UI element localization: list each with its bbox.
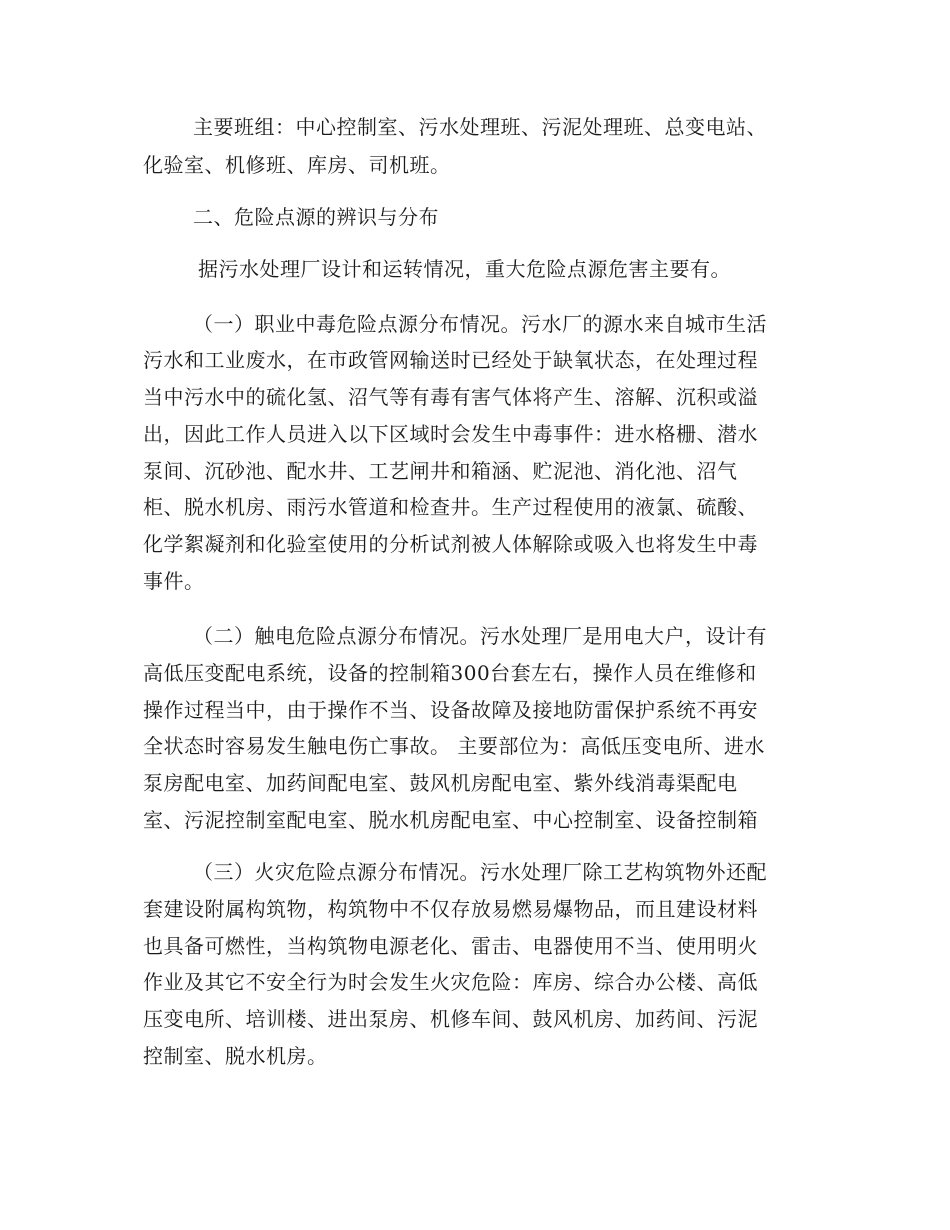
- text-line: 泵间、沉砂池、配水井、工艺闸井和箱涵、贮泥池、消化池、沼气: [143, 459, 738, 483]
- text-line: 高低压变配电系统，设备的控制箱300台套左右，操作人员在维修和: [143, 661, 757, 685]
- text-line: 化学絮凝剂和化验室使用的分析试剂被人体解除或吸入也将发生中毒: [143, 532, 758, 556]
- text-line: 室、污泥控制室配电室、脱水机房配电室、中心控制室、设备控制箱: [143, 808, 758, 832]
- text-line: （一）职业中毒危险点源分布情况。污水厂的源水来自城市生活: [193, 312, 767, 336]
- text-line: 套建设附属构筑物，构筑物中不仅存放易燃易爆物品，而且建设材料: [143, 897, 758, 921]
- text-line: 压变电所、培训楼、进出泵房、机修车间、鼓风机房、加药间、污泥: [143, 1007, 758, 1031]
- text-line: （二）触电危险点源分布情况。污水处理厂是用电大户，设计有: [193, 624, 767, 648]
- text-line: 出，因此工作人员进入以下区域时会发生中毒事件：进水格栅、潜水: [143, 422, 758, 446]
- text-line: 全状态时容易发生触电伤亡事故。 主要部位为：高低压变电所、进水: [143, 734, 765, 758]
- text-line: 也具备可燃性，当构筑物电源老化、雷击、电器使用不当、使用明火: [143, 934, 758, 958]
- section-heading: 二、危险点源的辨识与分布: [193, 205, 439, 229]
- text-line: 污水和工业废水，在市政管网输送时已经处于缺氧状态，在处理过程: [143, 348, 758, 372]
- text-line: 化验室、机修班、库房、司机班。: [143, 153, 451, 177]
- text-line: 泵房配电室、加药间配电室、鼓风机房配电室、紫外线消毒渠配电: [143, 771, 738, 795]
- intro-paragraph: 据污水处理厂设计和运转情况，重大危险点源危害主要有。: [198, 257, 731, 281]
- text-line: 作业及其它不安全行为时会发生火灾危险：库房、综合办公楼、高低: [143, 970, 758, 994]
- text-line: 控制室、脱水机房。: [143, 1044, 328, 1068]
- text-line: 当中污水中的硫化氢、沼气等有毒有害气体将产生、溶解、沉积或溢: [143, 385, 758, 409]
- text-line: 操作过程当中，由于操作不当、设备故障及接地防雷保护系统不再安: [143, 698, 758, 722]
- text-line: 主要班组：中心控制室、污水处理班、污泥处理班、总变电站、: [193, 115, 767, 139]
- text-line: （三）火灾危险点源分布情况。污水处理厂除工艺构筑物外还配: [193, 860, 767, 884]
- text-line: 事件。: [143, 569, 205, 593]
- text-line: 柜、脱水机房、雨污水管道和检查井。生产过程使用的液氯、硫酸、: [143, 495, 758, 519]
